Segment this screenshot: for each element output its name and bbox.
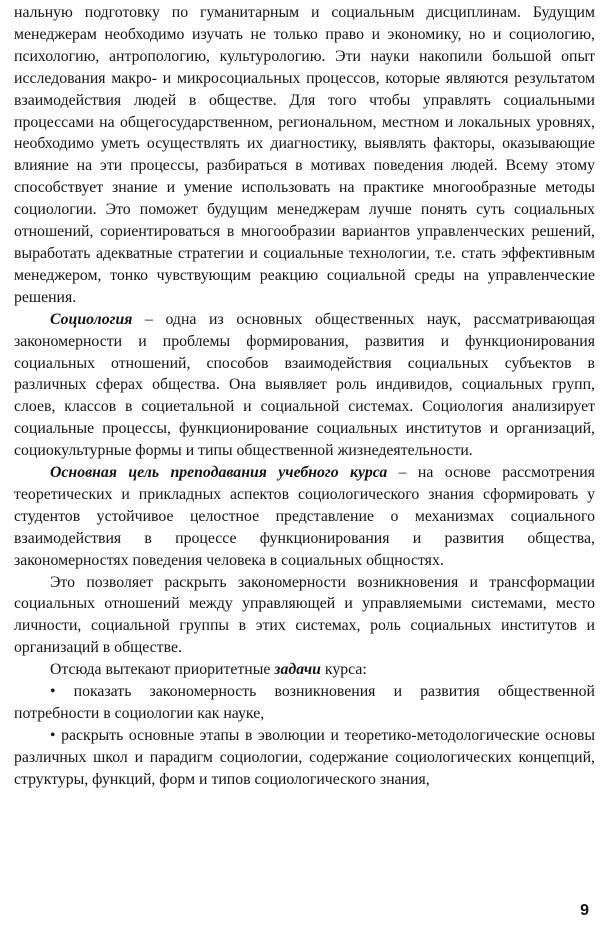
list-item [14,725,595,791]
page-number: 9 [580,902,589,919]
term-sociology: Социология [50,310,133,328]
tasks-intro-before: Отсюда вытекают приоритетные [50,661,275,679]
list-item-text: показать закономерность возникновения и развития общественной потребности в социологии как науке, [14,683,595,722]
tasks-intro-after: курса: [320,661,367,679]
paragraph-sociology-definition [14,309,595,462]
bullet-icon: • [50,726,56,744]
term-tasks: задачи [274,661,321,679]
list-item [14,681,595,725]
bullet-icon: • [50,683,56,701]
sociology-definition-text: – одна из основных общественных наук, рассматривающая закономерности и проблемы формирования, развития и функционирования социальных отношений, способов взаимодействия социальных субъектов в различных сферах общества. Она выявляет роль индивидов, социальных групп, слоев, классов в социетальной и социальной системах. Социология анализирует социальные процессы, функционирование социальных институтов и организаций, социокультурные формы и типы общественной жизнедеятельности. [14,310,595,460]
paragraph-intro: нальную подготовку по гуманитарным и социальным дисциплинам. Будущим менеджерам необходимо изучать не только право и экономику, но и социологию, психологию, антропологию, культурологию. Эти науки накопили большой опыт исследования макро- и микросоциальных процессов, которые являются результатом взаимодействия людей в обществе. Для того чтобы управлять социальными процессами на общегосударственном, региональном, местном и локальных уровнях, необходимо уметь осуществлять их диагностику, выявлять факторы, оказывающие влияние на эти процессы, разбираться в мотивах поведения людей. Всему этому способствует знание и умение использовать на практике многообразные методы социологии. Это поможет будущим менеджерам лучше понять суть социальных отношений, сориентироваться в многообразии вариантов управленческих решений, выработать адекватные стратегии и социальные технологии, т.е. стать эффективным менеджером, тонко чувствующим реакцию социальной среды на управленческие решения. [14,4,595,306]
paragraph-course-goal [14,462,595,572]
list-item-text: раскрыть основные этапы в эволюции и теоретико-методологические основы различных школ и парадигм социологии, содержание социологических концепций, структуры, функций, форм и типов социологического знания, [14,726,595,788]
paragraph-tasks-intro [14,659,595,681]
page-body [14,2,595,933]
term-course-goal: Основная цель преподавания учебного курса [50,464,388,482]
paragraph-transformation: Это позволяет раскрыть закономерности возникновения и трансформации социальных отношений между управляющей и управляемыми системами, место личности, социальной группы в этих системах, роль социальных институтов и организаций в обществе. [14,573,595,657]
course-goal-text: – на основе рассмотрения теоретических и прикладных аспектов социологического знания сформировать у студентов устойчивое целостное представление о механизмах социального взаимодействия в процессе функционирования и развития общества, закономерностях поведения человека в социальных общностях. [14,464,595,569]
